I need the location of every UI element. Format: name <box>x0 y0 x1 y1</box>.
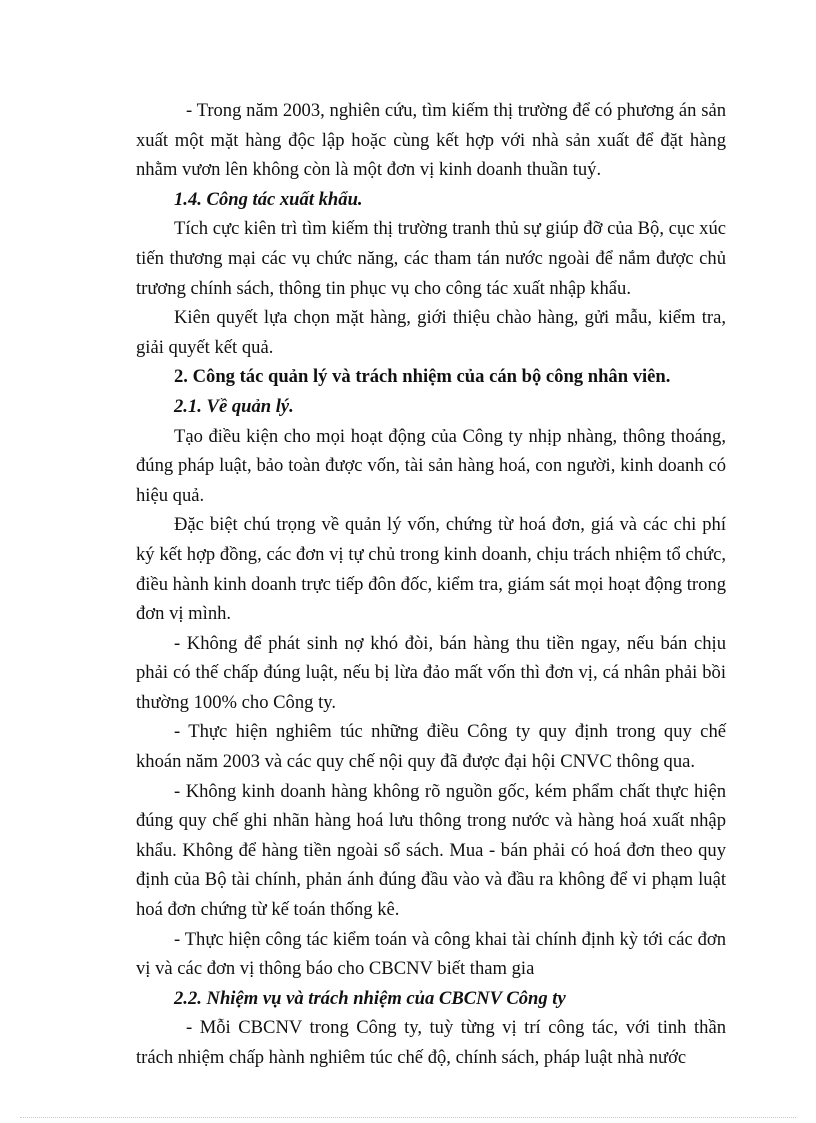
paragraph-research-2003: - Trong năm 2003, nghiên cứu, tìm kiếm thị trường để có phương án sản xuất một mặt hàng độc lập hoặc cùng kết hợp với nhà sản xuất để đặt hàng nhằm vươn lên không còn là một đơn vị kinh doanh thuần tuý. <box>136 100 726 181</box>
paragraph-capital-management: Đặc biệt chú trọng về quản lý vốn, chứng từ hoá đơn, giá và các chi phí ký kết hợp đồng, các đơn vị tự chủ trong kinh doanh, chịu trách nhiệm tổ chức, điều hành kinh doanh trực tiếp đôn đốc, kiểm tra, giám sát mọi hoạt động trong đơn vị mình. <box>136 514 726 625</box>
paragraph-staff-compliance: - Mỗi CBCNV trong Công ty, tuỳ từng vị trí công tác, với tinh thần trách nhiệm chấp hành nghiêm túc chế độ, chính sách, pháp luật nhà nước <box>136 1017 726 1068</box>
paragraph-bad-debt: - Không để phát sinh nợ khó đòi, bán hàng thu tiền ngay, nếu bán chịu phải có thế chấp đúng luật, nếu bị lừa đảo mất vốn thì đơn vị, cá nhân phải bồi thường 100% cho Công ty. <box>136 632 726 713</box>
heading-management-responsibility: 2. Công tác quản lý và trách nhiệm của cán bộ công nhân viên. <box>174 366 671 388</box>
heading-about-management: 2.1. Về quản lý. <box>174 395 294 417</box>
page-footer-divider <box>20 1117 796 1118</box>
document-body <box>136 96 726 1073</box>
paragraph-product-selection: Kiên quyết lựa chọn mặt hàng, giới thiệu chào hàng, gửi mẫu, kiểm tra, giải quyết kết quả. <box>136 307 726 358</box>
paragraph-goods-origin: - Không kinh doanh hàng không rõ nguồn gốc, kém phẩm chất thực hiện đúng quy chế ghi nhãn hàng hoá lưu thông trong nước và hàng hoá xuất nhập khẩu. Không để hàng tiền ngoài sổ sách. Mua - bán phải có hoá đơn theo quy định của Bộ tài chính, phản ánh đúng đầu vào và đầu ra không để vi phạm luật hoá đơn chứng từ kế toán thống kê. <box>136 780 726 921</box>
paragraph-market-search: Tích cực kiên trì tìm kiếm thị trường tranh thủ sự giúp đỡ của Bộ, cục xúc tiến thương mại các vụ chức năng, các tham tán nước ngoài để nắm được chủ trương chính sách, thông tin phục vụ cho công tác xuất nhập khẩu. <box>136 218 726 299</box>
heading-export-work: 1.4. Công tác xuất khẩu. <box>174 188 363 210</box>
paragraph-operating-conditions: Tạo điều kiện cho mọi hoạt động của Công ty nhịp nhàng, thông thoáng, đúng pháp luật, bảo toàn được vốn, tài sản hàng hoá, con người, kinh doanh có hiệu quả. <box>136 425 726 506</box>
heading-staff-duties: 2.2. Nhiệm vụ và trách nhiệm của CBCNV Công ty <box>174 987 566 1009</box>
paragraph-audit: - Thực hiện công tác kiểm toán và công khai tài chính định kỳ tới các đơn vị và các đơn vị thông báo cho CBCNV biết tham gia <box>136 928 726 980</box>
paragraph-regulations: - Thực hiện nghiêm túc những điều Công ty quy định trong quy chế khoán năm 2003 và các quy chế nội quy đã được đại hội CNVC thông qua. <box>136 721 726 773</box>
